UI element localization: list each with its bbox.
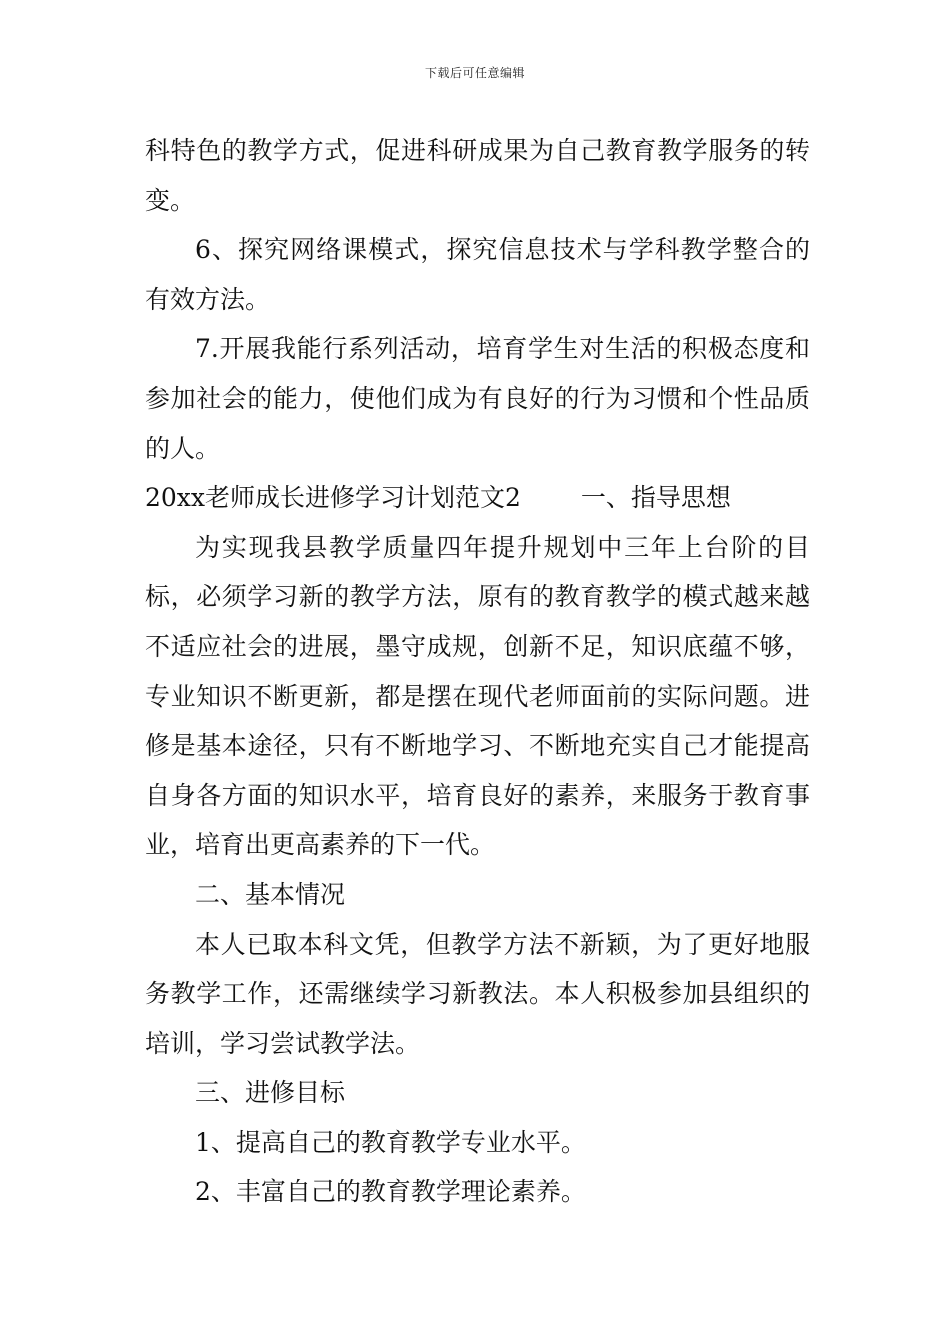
section-heading-3: 三、进修目标 xyxy=(195,1078,346,1108)
paragraph-item-6: 6、探究网络课模式，探究信息技术与学科教学整合的有效方法。 xyxy=(145,235,810,314)
article-title-line xyxy=(145,473,810,523)
section-heading-2: 二、基本情况 xyxy=(195,879,346,909)
paragraph-basic-situation: 本人已取本科文凭，但教学方法不新颖，为了更好地服务教学工作，还需继续学习新教法。本人积极参加县组织的培训，学习尝试教学法。 xyxy=(145,929,810,1058)
list-item: 1、提高自己的教育教学专业水平。 xyxy=(195,1127,586,1157)
list-item: 2、丰富自己的教育教学理论素养。 xyxy=(195,1177,586,1207)
paragraph-continued: 科特色的教学方式，促进科研成果为自己教育教学服务的转变。 xyxy=(145,136,810,215)
paragraph-guiding-thought: 为实现我县教学质量四年提升规划中三年上台阶的目标，必须学习新的教学方法，原有的教育教学的模式越来越不适应社会的进展，墨守成规，创新不足，知识底蕴不够，专业知识不断更新，都是摆在现代老师面前的实际问题。进修是基本途径，只有不断地学习、不断地充实自己才能提高自身各方面的知识水平，培育良好的素养，来服务于教育事业，培育出更高素养的下一代。 xyxy=(145,532,810,860)
paragraph-item-7: 7.开展我能行系列活动，培育学生对生活的积极态度和参加社会的能力，使他们成为有良好的行为习惯和个性品质的人。 xyxy=(145,334,810,463)
page-header: 下载后可任意编辑 xyxy=(424,66,525,80)
section-heading-1: 一、指导思想 xyxy=(580,483,731,513)
article-title: 20xx老师成长进修学习计划范文2 xyxy=(145,483,521,513)
document-body xyxy=(145,126,810,1217)
